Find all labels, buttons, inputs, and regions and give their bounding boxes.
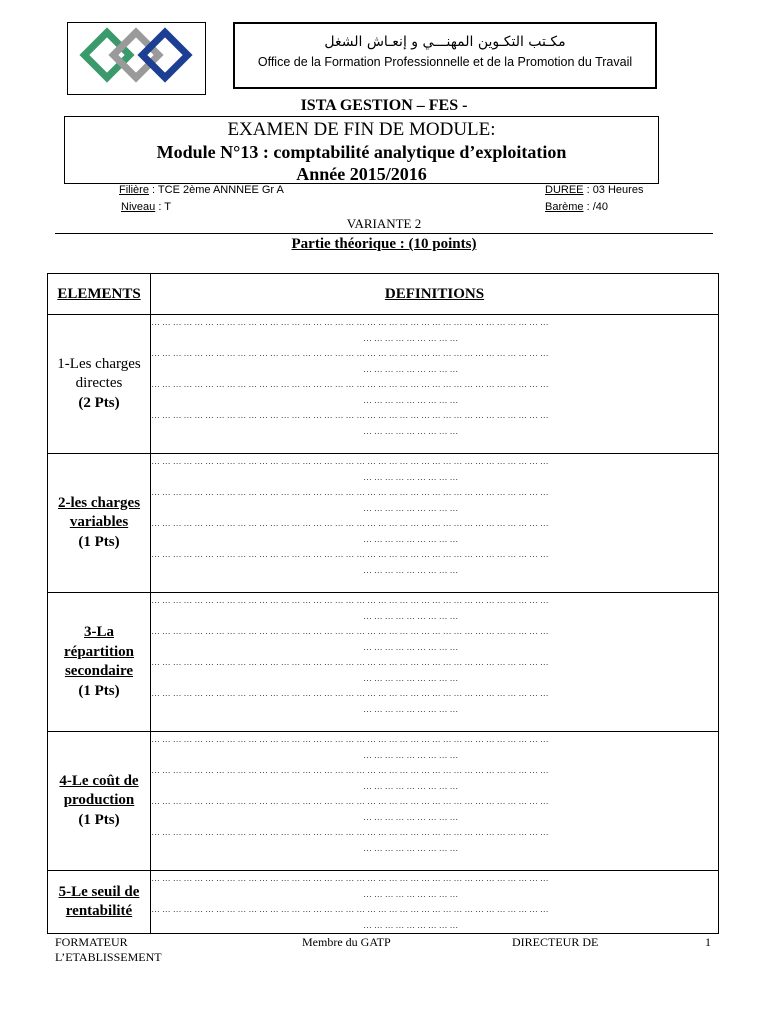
element-cell (48, 593, 151, 732)
table-header-row (48, 274, 719, 315)
ofppt-logo-icon (76, 27, 198, 89)
exam-title: EXAMEN DE FIN DE MODULE: (227, 119, 496, 140)
table-row (48, 454, 719, 593)
dotted-line: ……………………… (363, 363, 461, 374)
dotted-line: ………………………………………………………………………………………………… (151, 456, 551, 466)
table-row (48, 732, 719, 871)
niveau-value: : T (158, 201, 171, 213)
element-name: 5-Le seuil de rentabilité (58, 883, 140, 919)
ofppt-logo (67, 22, 206, 95)
dotted-line: ………………………………………………………………………………………………… (151, 827, 551, 837)
elements-column-header: ELEMENTS (48, 274, 151, 315)
dotted-line: ……………………… (363, 780, 461, 791)
dotted-line: ……………………… (363, 564, 461, 575)
footer-formateur: FORMATEUR (55, 935, 128, 949)
element-points: (1 Pts) (78, 682, 120, 699)
dotted-line: ……………………… (363, 610, 461, 621)
footer-directeur: DIRECTEUR DE (512, 935, 599, 949)
niveau-label: Niveau (121, 201, 156, 213)
dotted-line: ………………………………………………………………………………………………… (151, 657, 551, 667)
duree-label: DUREE (545, 184, 584, 196)
dotted-line: ………………………………………………………………………………………………… (151, 487, 551, 497)
dotted-line: ……………………… (363, 425, 461, 436)
element-cell (48, 315, 151, 454)
dotted-line: ………………………………………………………………………………………………… (151, 904, 551, 914)
dotted-line: ……………………… (363, 811, 461, 822)
bareme-label: Barème (545, 201, 584, 213)
dotted-line: ……………………… (363, 703, 461, 714)
dotted-line: ……………………… (363, 502, 461, 513)
definition-answer-area[interactable] (151, 871, 719, 934)
dotted-line: ……………………… (363, 641, 461, 652)
definition-answer-area[interactable] (151, 732, 719, 871)
definitions-column-header: DEFINITIONS (151, 274, 719, 315)
element-name: 4-Le coût de production (59, 772, 139, 809)
exam-title-box (64, 116, 659, 184)
dotted-line: ………………………………………………………………………………………………… (151, 873, 551, 883)
page-number: 1 (705, 935, 711, 949)
dotted-line: ………………………………………………………………………………………………… (151, 317, 551, 327)
element-points: (1 Pts) (78, 811, 120, 828)
bareme-line (545, 201, 608, 213)
element-name: 3-La répartition secondaire (64, 624, 134, 679)
element-points: (2 Pts) (78, 394, 120, 411)
table-row (48, 871, 719, 934)
definition-answer-area[interactable] (151, 454, 719, 593)
footer-membre: Membre du GATP (302, 935, 391, 949)
table-row (48, 593, 719, 732)
definitions-table (47, 273, 719, 934)
dotted-line: ………………………………………………………………………………………………… (151, 626, 551, 636)
dotted-line: ………………………………………………………………………………………………… (151, 410, 551, 420)
dotted-line: ……………………… (363, 533, 461, 544)
dotted-line: ………………………………………………………………………………………………… (151, 348, 551, 358)
dotted-line: ……………………… (363, 332, 461, 343)
dotted-line: ……………………… (363, 888, 461, 899)
element-name: 1-Les charges directes (57, 355, 141, 392)
variante-label: VARIANTE 2 (346, 216, 422, 231)
bareme-value: : /40 (586, 201, 608, 213)
duree-line (545, 184, 643, 196)
element-name: 2-les charges variables (57, 494, 141, 531)
dotted-line: ………………………………………………………………………………………………… (151, 379, 551, 389)
table-row (48, 315, 719, 454)
dotted-line: ………………………………………………………………………………………………… (151, 549, 551, 559)
office-header-box (233, 22, 657, 89)
divider (55, 233, 713, 234)
footer-etablissement: L’ETABLISSEMENT (55, 950, 162, 964)
niveau-line (121, 201, 171, 213)
office-name-arabic: مكـتب التكـوين المهنـــي و إنعـاش الشغل (324, 34, 566, 50)
element-points: (1 Pts) (78, 533, 120, 550)
dotted-line: ……………………… (363, 672, 461, 683)
partie-title: Partie théorique : (10 points) (291, 236, 477, 252)
definition-answer-area[interactable] (151, 593, 719, 732)
filiere-value: : TCE 2ème ANNNEE Gr A (152, 184, 284, 196)
dotted-line: ……………………… (363, 394, 461, 405)
element-cell (48, 732, 151, 871)
dotted-line: ………………………………………………………………………………………………… (151, 765, 551, 775)
office-name-french: Office de la Formation Professionnelle et de la Promotion du Travail (257, 55, 633, 69)
definition-answer-area[interactable] (151, 315, 719, 454)
dotted-line: ………………………………………………………………………………………………… (151, 518, 551, 528)
dotted-line: ………………………………………………………………………………………………… (151, 595, 551, 605)
dotted-line: ……………………… (363, 749, 461, 760)
exam-module: Module N°13 : comptabilité analytique d’exploitation (156, 142, 567, 162)
element-cell (48, 871, 151, 934)
exam-year: Année 2015/2016 (296, 164, 427, 184)
filiere-line (119, 184, 284, 196)
duree-value: : 03 Heures (586, 184, 644, 196)
dotted-line: ……………………… (363, 919, 461, 930)
dotted-line: ………………………………………………………………………………………………… (151, 688, 551, 698)
element-cell (48, 454, 151, 593)
dotted-line: ………………………………………………………………………………………………… (151, 796, 551, 806)
dotted-line: ……………………… (363, 842, 461, 853)
dotted-line: ………………………………………………………………………………………………… (151, 734, 551, 744)
dotted-line: ……………………… (363, 471, 461, 482)
filiere-label: Filière (119, 184, 149, 196)
institute-name: ISTA GESTION – FES - (300, 97, 468, 114)
